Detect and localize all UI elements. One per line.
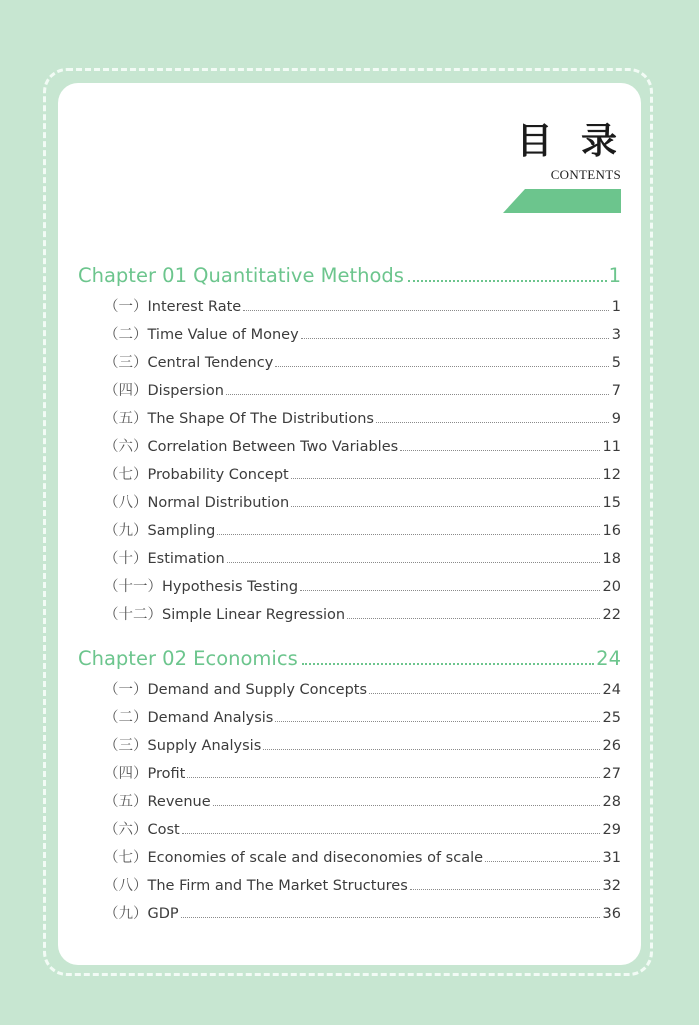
section-page-number: 27	[602, 766, 621, 782]
section-marker: （五）	[104, 794, 148, 810]
chapter-spacer	[78, 629, 621, 642]
section-title: Supply Analysis	[147, 738, 262, 754]
section-marker: （十二）	[104, 607, 162, 623]
section-title: Normal Distribution	[147, 495, 290, 511]
section-title: GDP	[147, 906, 179, 922]
dot-leader	[347, 618, 599, 619]
toc-entry[interactable]	[78, 704, 621, 732]
chapter-title: Chapter 02 Economics	[78, 647, 298, 670]
section-marker: （十一）	[104, 579, 162, 595]
toc-entry[interactable]	[78, 405, 621, 433]
section-title: Demand and Supply Concepts	[147, 682, 368, 698]
section-marker: （三）	[104, 355, 148, 371]
section-marker: （七）	[104, 850, 148, 866]
toc-entry[interactable]	[78, 377, 621, 405]
section-page-number: 9	[611, 411, 621, 427]
toc-entry[interactable]	[78, 517, 621, 545]
dot-leader	[369, 693, 600, 694]
section-marker: （八）	[104, 495, 148, 511]
section-page-number: 11	[602, 439, 621, 455]
dot-leader	[291, 478, 600, 479]
section-marker: （七）	[104, 467, 148, 483]
section-marker: （九）	[104, 523, 148, 539]
chapter-page-number: 1	[608, 264, 621, 287]
section-title: Hypothesis Testing	[162, 579, 299, 595]
toc-entry[interactable]	[78, 573, 621, 601]
dot-leader	[182, 833, 600, 834]
section-marker: （三）	[104, 738, 148, 754]
section-marker: （九）	[104, 906, 148, 922]
section-page-number: 20	[602, 579, 621, 595]
section-page-number: 18	[602, 551, 621, 567]
toc-entry[interactable]	[78, 321, 621, 349]
section-page-number: 15	[602, 495, 621, 511]
dot-leader	[243, 310, 609, 311]
dot-leader	[400, 450, 599, 451]
section-title: Interest Rate	[147, 299, 242, 315]
section-marker: （四）	[104, 383, 148, 399]
section-page-number: 22	[602, 607, 621, 623]
section-title: Demand Analysis	[147, 710, 274, 726]
dot-leader	[376, 422, 609, 423]
toc-entry[interactable]	[78, 760, 621, 788]
section-marker: （一）	[104, 682, 148, 698]
dot-leader	[408, 280, 607, 282]
dot-leader	[263, 749, 599, 750]
section-title: Cost	[147, 822, 180, 838]
section-title: Sampling	[147, 523, 216, 539]
dot-leader	[227, 562, 600, 563]
section-page-number: 12	[602, 467, 621, 483]
section-marker: （二）	[104, 710, 148, 726]
dot-leader	[301, 338, 609, 339]
dot-leader	[300, 590, 599, 591]
section-title: Profit	[147, 766, 186, 782]
dot-leader	[213, 805, 600, 806]
toc-entry[interactable]	[78, 816, 621, 844]
section-page-number: 3	[611, 327, 621, 343]
chapter-title: Chapter 01 Quantitative Methods	[78, 264, 404, 287]
toc-entry[interactable]	[78, 545, 621, 573]
section-title: Simple Linear Regression	[162, 607, 346, 623]
contents-card	[58, 83, 641, 965]
section-marker: （四）	[104, 766, 148, 782]
section-title: Time Value of Money	[147, 327, 299, 343]
dot-leader	[410, 889, 600, 890]
section-marker: （一）	[104, 299, 148, 315]
table-of-contents	[78, 259, 621, 928]
section-title: Revenue	[147, 794, 211, 810]
dot-leader	[217, 534, 599, 535]
section-title: The Firm and The Market Structures	[147, 878, 408, 894]
section-page-number: 24	[602, 682, 621, 698]
toc-entry[interactable]	[78, 732, 621, 760]
toc-entry[interactable]	[78, 461, 621, 489]
toc-entry[interactable]	[78, 788, 621, 816]
dot-leader	[226, 394, 609, 395]
dot-leader	[485, 861, 600, 862]
section-title: Dispersion	[147, 383, 224, 399]
section-page-number: 16	[602, 523, 621, 539]
page-title-en: CONTENTS	[550, 167, 621, 182]
section-page-number: 7	[611, 383, 621, 399]
section-marker: （五）	[104, 411, 148, 427]
section-page-number: 29	[602, 822, 621, 838]
toc-entry[interactable]	[78, 676, 621, 704]
section-page-number: 26	[602, 738, 621, 754]
dot-leader	[275, 366, 608, 367]
toc-entry[interactable]	[78, 900, 621, 928]
page-title-cn: 目 录	[516, 120, 625, 162]
dot-leader	[187, 777, 599, 778]
section-marker: （八）	[104, 878, 148, 894]
section-title: Central Tendency	[147, 355, 274, 371]
section-page-number: 31	[602, 850, 621, 866]
toc-entry[interactable]	[78, 433, 621, 461]
section-page-number: 5	[611, 355, 621, 371]
section-page-number: 28	[602, 794, 621, 810]
dot-leader	[302, 663, 594, 665]
section-page-number: 25	[602, 710, 621, 726]
section-page-number: 32	[602, 878, 621, 894]
section-page-number: 1	[611, 299, 621, 315]
section-title: Economies of scale and diseconomies of scale	[147, 850, 484, 866]
dot-leader	[291, 506, 599, 507]
section-title: Estimation	[147, 551, 225, 567]
title-accent-band	[503, 189, 621, 213]
section-title: Probability Concept	[147, 467, 289, 483]
chapter-heading[interactable]	[78, 642, 621, 676]
chapter-heading[interactable]	[78, 259, 621, 293]
toc-entry[interactable]	[78, 601, 621, 629]
title-block	[516, 120, 625, 183]
section-title: The Shape Of The Distributions	[147, 411, 374, 427]
chapter-page-number: 24	[596, 647, 621, 670]
toc-entry[interactable]	[78, 489, 621, 517]
dot-leader	[181, 917, 600, 918]
toc-entry[interactable]	[78, 844, 621, 872]
section-title: Correlation Between Two Variables	[147, 439, 399, 455]
section-marker: （十）	[104, 551, 148, 567]
toc-entry[interactable]	[78, 872, 621, 900]
toc-entry[interactable]	[78, 349, 621, 377]
section-marker: （二）	[104, 327, 148, 343]
dot-leader	[275, 721, 599, 722]
section-marker: （六）	[104, 439, 148, 455]
section-page-number: 36	[602, 906, 621, 922]
section-marker: （六）	[104, 822, 148, 838]
toc-entry[interactable]	[78, 293, 621, 321]
